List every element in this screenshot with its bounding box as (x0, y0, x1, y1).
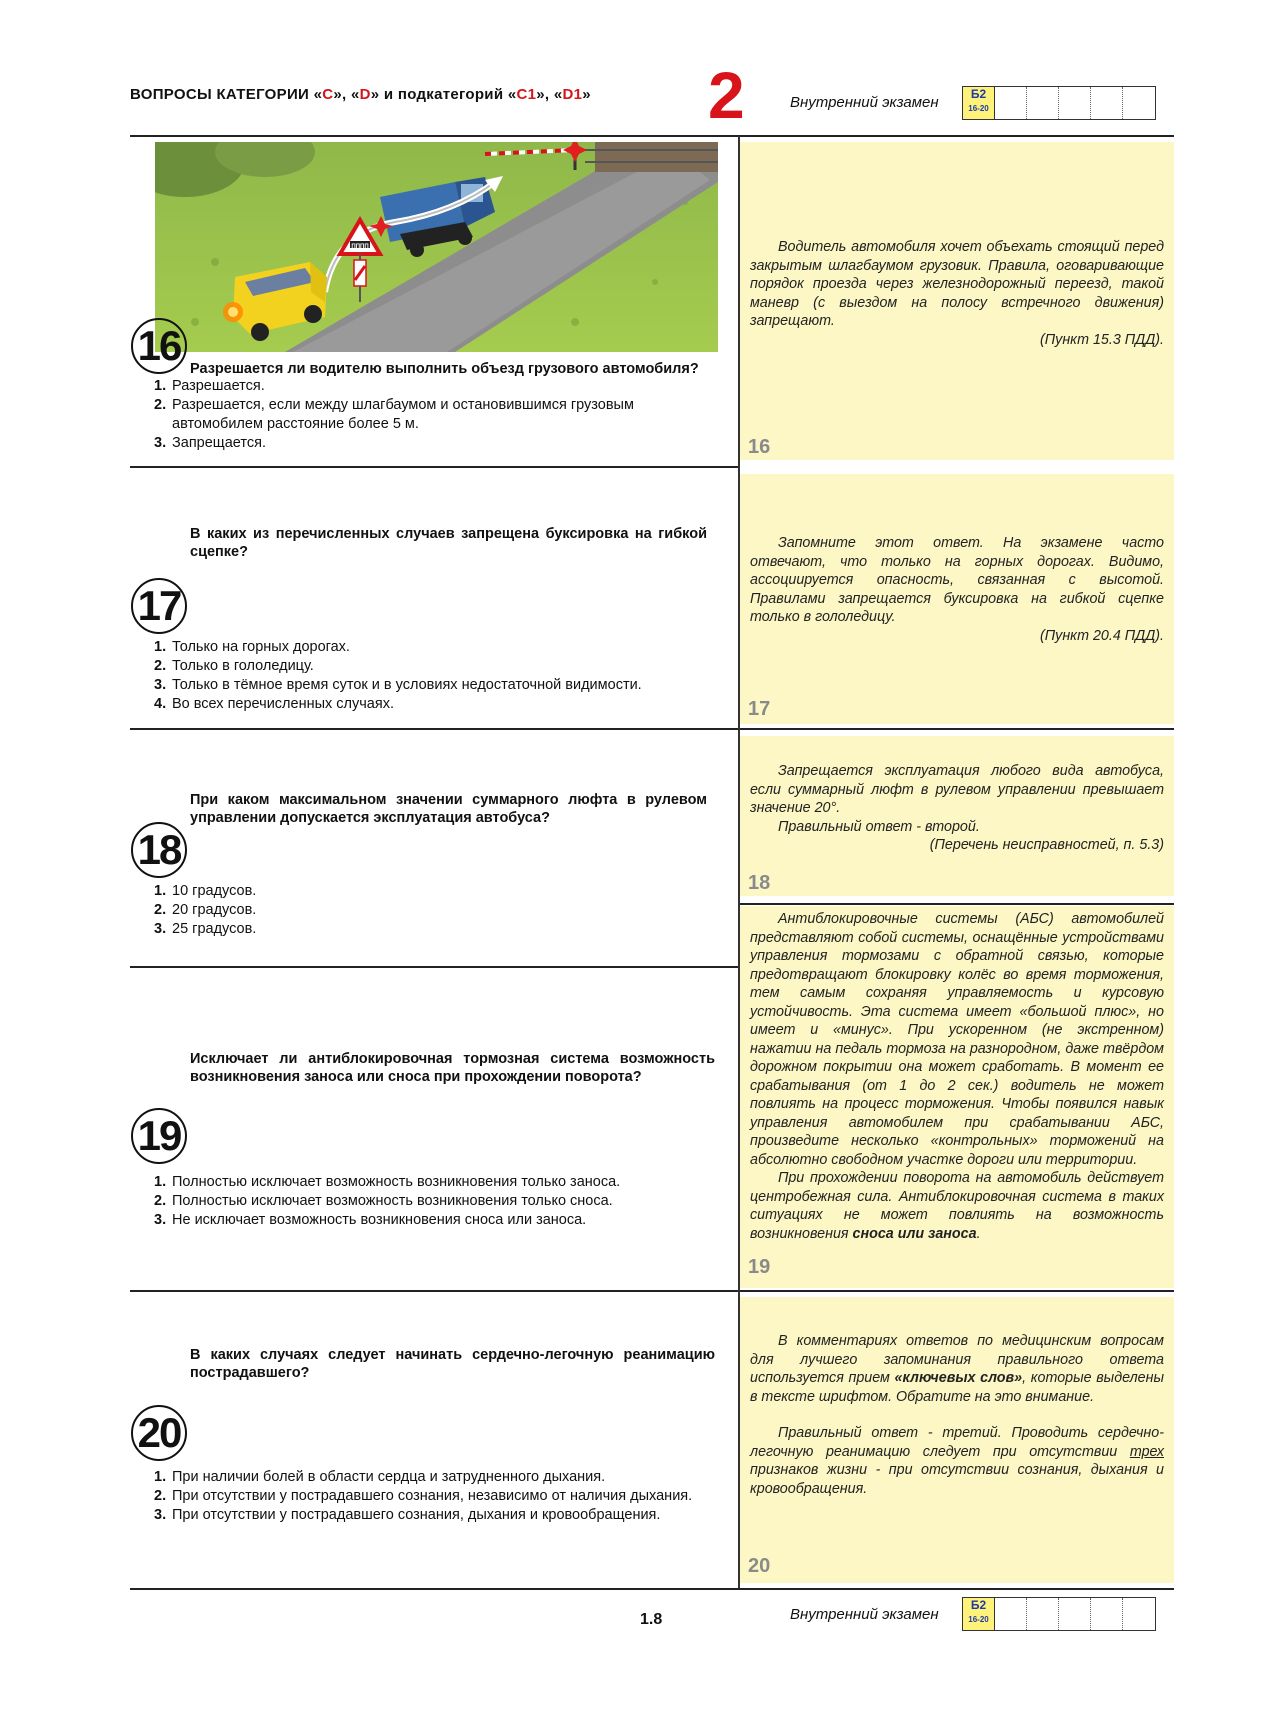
question-number-20: 20 (131, 1405, 187, 1461)
question-number-18: 18 (131, 822, 187, 878)
answer-17-3[interactable]: 3. Только в тёмное время суток и в условиях недостаточной видимости. (154, 677, 642, 693)
question-number-16: 16 (131, 318, 187, 374)
ticket-code: Б2 16-20 (963, 87, 995, 119)
question-text-19: Исключает ли антиблокировочная тормозная система возможность возникновения заноса или сноса при прохождении поворота? (190, 1051, 715, 1085)
question-text-20: В каких случаях следует начинать сердечно-легочную реанимацию пострадавшего? (190, 1347, 715, 1381)
answer-16-1[interactable]: 1. Разрешается. (154, 378, 265, 394)
divider-18 (130, 966, 739, 968)
answer-20-3[interactable]: 3. При отсутствии у пострадавшего сознания, дыхания и кровообращения. (154, 1507, 661, 1523)
category-d: D (359, 86, 371, 103)
answers-20 (154, 1468, 719, 1525)
comment-panel-16 (740, 142, 1174, 460)
reference-17: (Пункт 20.4 ПДД). (1040, 627, 1164, 644)
comment-18b: Правильный ответ - второй. (778, 818, 980, 835)
footer-exam-label: Внутренний экзамен (790, 1606, 939, 1623)
answers-16 (154, 377, 719, 453)
question-number-17: 17 (131, 578, 187, 634)
answers-17 (154, 638, 719, 714)
panel-number-20: 20 (748, 1555, 771, 1577)
answer-18-2[interactable]: 2. 20 градусов. (154, 902, 257, 918)
comment-19b: При прохождении поворота на автомобиль действует центробежная сила. Антиблокировочная система в таких ситуациях не может повлиять на возможность возникновения сноса или заноса. (750, 1170, 1164, 1242)
category-c1: C1 (516, 86, 537, 103)
answers-19 (154, 1173, 719, 1230)
category-d1: D1 (562, 86, 583, 103)
category-c: C (322, 86, 334, 103)
comment-20a: В комментариях ответов по медицинским вопросам для лучшего запоминания правильного ответа используется прием «ключевых слов», которые выделены в тексте шрифтом. Обратите на это внимание. (750, 1333, 1164, 1405)
question-text-16: Разрешается ли водителю выполнить объезд грузового автомобиля? (190, 361, 699, 377)
warning-sign-text: ПППП (351, 244, 369, 250)
footer-ticket-code: Б2 16-20 (963, 1598, 995, 1630)
answers-18 (154, 882, 719, 939)
answer-19-3[interactable]: 3. Не исключает возможность возникновения сноса или заноса. (154, 1212, 587, 1228)
answer-17-1[interactable]: 1. Только на горных дорогах. (154, 639, 350, 655)
divider-18-right (740, 903, 1174, 905)
panel-number-17: 17 (748, 698, 771, 720)
header-divider (130, 135, 1174, 137)
page-number: 1.8 (640, 1611, 663, 1628)
comment-panel-18 (740, 736, 1174, 896)
answer-20-2[interactable]: 2. При отсутствии у пострадавшего сознания, независимо от наличия дыхания. (154, 1488, 693, 1504)
answer-20-1[interactable]: 1. При наличии болей в области сердца и затрудненного дыхания. (154, 1469, 606, 1485)
divider-19 (130, 1290, 1174, 1292)
reference-18: (Перечень неисправностей, п. 5.3) (929, 837, 1164, 853)
divider-17 (130, 728, 1174, 730)
answer-17-4[interactable]: 4. Во всех перечисленных случаях. (154, 696, 394, 712)
reference-16: (Пункт 15.3 ПДД). (1040, 331, 1164, 348)
comment-19a: Антиблокировочные системы (АБС) автомобилей представляют собой системы, оснащённые устройствами управления тормозами с обратной связью, которые предотвращают блокировку колёс во время торможения, тем самым сохраняя управляемость и курсовую устойчивость. Эта система имеет «большой плюс», но имеет и «минус». При ускоренном (не экстренном) нажатии на педаль тормоза на разнородном, даже твёрдом дорожном покрытии она может сработать. В момент ее срабатывания (от 1 до 2 сек.) водитель не может повлиять на процесс торможения. Чтобы появился навык управления автомобилем при срабатывании АБС, произведите несколько «контрольных» торможений на абсолютно свободном участке дороги или территории. (750, 911, 1164, 1168)
answer-19-1[interactable]: 1. Полностью исключает возможность возникновения только заноса. (154, 1174, 621, 1190)
scene-svg (155, 142, 718, 352)
exam-label: Внутренний экзамен (790, 94, 939, 111)
comment-panel-20 (740, 1297, 1174, 1583)
panel-number-16: 16 (748, 436, 771, 458)
panel-number-19: 19 (748, 1256, 771, 1278)
comment-panel-19 (740, 906, 1174, 1288)
answer-18-1[interactable]: 1. 10 градусов. (154, 883, 257, 899)
answer-16-2[interactable]: 2. Разрешается, если между шлагбаумом и остановившимся грузовым автомобилем расстояние более 5 м. (154, 397, 634, 432)
comment-panel-17 (740, 474, 1174, 724)
panel-number-18: 18 (748, 872, 771, 894)
question-text-18: При каком максимальном значении суммарного люфта в рулевом управлении допускается эксплуатация автобуса? (190, 792, 707, 826)
answer-16-3[interactable]: 3. Запрещается. (154, 435, 266, 451)
comment-20b: Правильный ответ - третий. Проводить сердечно-легочную реанимацию следует при отсутствии трех признаков жизни - при отсутствии сознания, дыхания и кровообращения. (750, 1425, 1164, 1497)
footer-code-box (962, 1597, 1156, 1631)
header-title: ВОПРОСЫ КАТЕГОРИИ «C», «D» и подкатегорий «C1», «D1» (130, 86, 591, 103)
question-text-17: В каких из перечисленных случаев запрещена буксировка на гибкой сцепке? (190, 526, 707, 560)
answer-19-2[interactable]: 2. Полностью исключает возможность возникновения только сноса. (154, 1193, 613, 1209)
divider-16 (130, 466, 739, 468)
illustration-railway-crossing (155, 142, 718, 352)
footer-divider (130, 1588, 1174, 1590)
answer-17-2[interactable]: 2. Только в гололедицу. (154, 658, 314, 674)
comment-17: Запомните этот ответ. На экзамене часто отвечают, что только на горных дорогах. Видимо, ассоциируется опасность, связанная с высотой. Правилами запрещается буксировка на гибкой сцепке только в гололедицу. (750, 535, 1164, 625)
comment-18a: Запрещается эксплуатация любого вида автобуса, если суммарный люфт в рулевом управлении превышает значение 20°. (750, 763, 1164, 816)
answer-18-3[interactable]: 3. 25 градусов. (154, 921, 257, 937)
ticket-number: 2 (708, 58, 745, 132)
comment-16: Водитель автомобиля хочет объехать стоящий перед закрытым шлагбаумом грузовик. Правила, оговаривающие порядок проезда через железнодорожный переезд, такой маневр (с выездом на полосу встречного движения) запрещают. (750, 239, 1164, 329)
question-number-19: 19 (131, 1108, 187, 1164)
ticket-code-box (962, 86, 1156, 120)
